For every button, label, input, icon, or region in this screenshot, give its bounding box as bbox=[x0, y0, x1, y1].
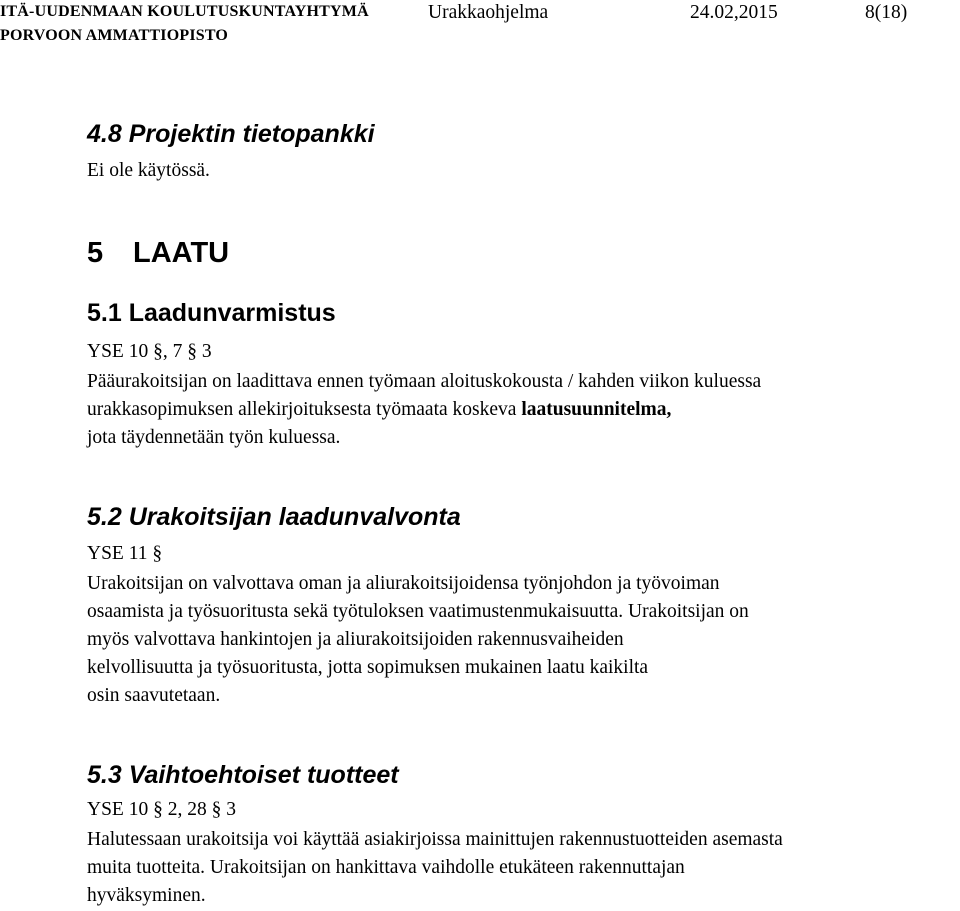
reference-5-2: YSE 11 § bbox=[87, 543, 163, 564]
heading-5 bbox=[87, 237, 229, 270]
header-organization: ITÄ-UUDENMAAN KOULUTUSKUNTAYHTYMÄ bbox=[0, 3, 369, 20]
paragraph-line: hyväksyminen. bbox=[87, 885, 206, 906]
header-date: 24.02,2015 bbox=[690, 2, 778, 23]
paragraph-line: jota täydennetään työn kuluessa. bbox=[87, 427, 341, 448]
heading-5-title: LAATU bbox=[133, 237, 230, 269]
paragraph-text: urakkasopimuksen allekirjoituksesta työmaata koskeva bbox=[87, 399, 522, 420]
paragraph-line: osin saavutetaan. bbox=[87, 685, 221, 706]
paragraph-line: Pääurakoitsijan on laadittava ennen työmaan aloituskokousta / kahden viikon kuluessa bbox=[87, 371, 762, 392]
reference-5-3: YSE 10 § 2, 28 § 3 bbox=[87, 799, 236, 820]
header-page-number: 8(18) bbox=[865, 2, 908, 23]
heading-4-8: 4.8 Projektin tietopankki bbox=[87, 120, 375, 148]
header-school: PORVOON AMMATTIOPISTO bbox=[0, 27, 229, 44]
reference-5-1: YSE 10 §, 7 § 3 bbox=[87, 341, 212, 362]
paragraph-line: Halutessaan urakoitsija voi käyttää asiakirjoissa mainittujen rakennustuotteiden asemasta bbox=[87, 829, 783, 850]
laatusuunnitelma-term: laatusuunnitelma, bbox=[521, 399, 672, 420]
paragraph-4-8: Ei ole käytössä. bbox=[87, 160, 210, 181]
paragraph-line: Urakoitsijan on valvottava oman ja aliurakoitsijoidensa työnjohdon ja työvoiman bbox=[87, 573, 720, 594]
paragraph-line: osaamista ja työsuoritusta sekä työtuloksen vaatimustenmukaisuutta. Urakoitsijan on bbox=[87, 601, 749, 622]
paragraph-line: kelvollisuutta ja työsuoritusta, jotta sopimuksen mukainen laatu kaikilta bbox=[87, 657, 649, 678]
paragraph-line: muita tuotteita. Urakoitsijan on hankittava vaihdolle etukäteen rakennuttajan bbox=[87, 857, 685, 878]
heading-5-number: 5 bbox=[87, 237, 104, 269]
header-document-title: Urakkaohjelma bbox=[428, 2, 549, 23]
heading-5-2: 5.2 Urakoitsijan laadunvalvonta bbox=[87, 503, 461, 531]
paragraph-5-1 bbox=[87, 368, 761, 452]
paragraph-line bbox=[87, 396, 761, 424]
heading-5-1: 5.1 Laadunvarmistus bbox=[87, 299, 336, 327]
paragraph-line: myös valvottava hankintojen ja aliurakoitsijoiden rakennusvaiheiden bbox=[87, 629, 624, 650]
heading-5-3: 5.3 Vaihtoehtoiset tuotteet bbox=[87, 761, 399, 789]
paragraph-5-3 bbox=[87, 826, 783, 910]
paragraph-5-2 bbox=[87, 570, 749, 710]
